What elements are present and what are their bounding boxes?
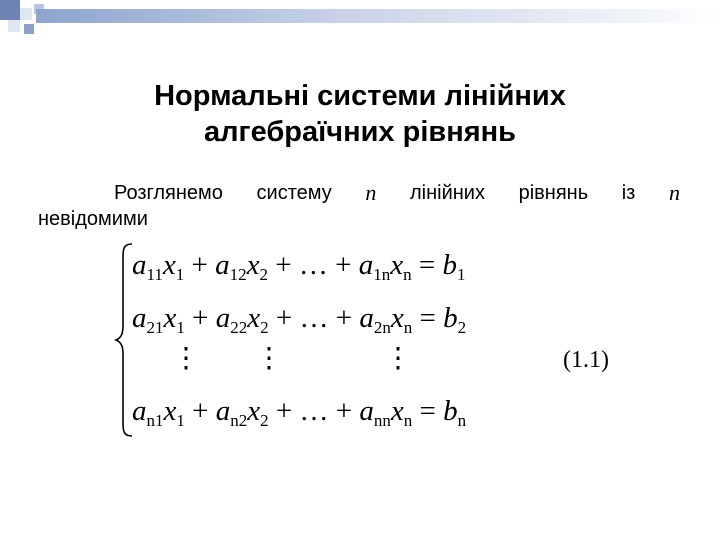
equation-row — [132, 300, 466, 336]
subscript: 11 — [146, 265, 163, 284]
operator: + — [184, 249, 216, 281]
coef: a — [132, 249, 147, 281]
coef: a — [359, 302, 374, 334]
subscript: n2 — [230, 411, 248, 430]
subscript: n1 — [146, 411, 164, 430]
variable: x — [246, 249, 260, 281]
rhs: b — [443, 302, 458, 334]
coef: a — [215, 302, 231, 334]
intro-word: n — [668, 180, 680, 205]
subscript: 1 — [456, 265, 466, 284]
variable: x — [390, 249, 404, 281]
variable: x — [390, 302, 404, 334]
coef: a — [358, 249, 374, 281]
intro-word: Розглянемо — [114, 182, 223, 204]
subscript: 1n — [373, 265, 391, 284]
subscript: 1 — [176, 318, 185, 337]
rhs: b — [442, 249, 457, 281]
intro-word: із — [621, 182, 636, 204]
subscript: n — [403, 318, 413, 337]
subscript: n — [457, 411, 467, 430]
subscript: 2 — [457, 318, 467, 337]
intro-word: n — [365, 180, 377, 205]
rhs: b — [443, 395, 458, 427]
intro-word: лінійних — [409, 182, 485, 204]
subscript: 22 — [230, 318, 248, 337]
subscript: n — [403, 411, 413, 430]
subscript: nn — [373, 411, 391, 430]
operator: + … + — [268, 302, 360, 334]
title-line-2: алгебраїчних рівнянь — [203, 116, 517, 148]
equals-sign: = — [412, 302, 444, 334]
title-line-1: Нормальні системи лінійних — [154, 80, 566, 112]
equals-sign: = — [411, 249, 443, 281]
subscript: 12 — [229, 265, 247, 284]
intro-word: рівнянь — [518, 182, 589, 204]
variable: x — [163, 395, 177, 427]
variable: x — [247, 302, 261, 334]
coef: a — [132, 302, 147, 334]
equals-sign: = — [412, 395, 444, 427]
equation-number: (1.1) — [563, 347, 609, 373]
variable: x — [163, 302, 177, 334]
subscript: 2 — [260, 411, 269, 430]
operator: + … + — [268, 395, 360, 427]
coef: a — [359, 395, 374, 427]
vertical-dots: ⋮ — [172, 343, 200, 374]
subscript: n — [403, 265, 412, 284]
intro-word: систему — [256, 182, 332, 204]
subscript: 1 — [175, 265, 185, 284]
subscript: 2 — [259, 265, 268, 284]
subscript: 21 — [146, 318, 164, 337]
coef: a — [215, 249, 230, 281]
variable: x — [162, 249, 176, 281]
left-brace — [114, 242, 134, 438]
subscript: 2n — [373, 318, 391, 337]
vertical-dots: ⋮ — [255, 343, 283, 374]
coef: a — [132, 395, 147, 427]
equation-row — [132, 393, 466, 429]
subscript: 1 — [176, 411, 185, 430]
equation-row — [132, 247, 465, 283]
operator: + — [184, 302, 216, 334]
variable: x — [247, 395, 261, 427]
coef: a — [215, 395, 231, 427]
vertical-dots: ⋮ — [384, 343, 412, 374]
variable: x — [390, 395, 404, 427]
operator: + — [184, 395, 216, 427]
intro-line-2: невідомими — [38, 208, 148, 230]
operator: + … + — [267, 249, 359, 281]
subscript: 2 — [260, 318, 269, 337]
